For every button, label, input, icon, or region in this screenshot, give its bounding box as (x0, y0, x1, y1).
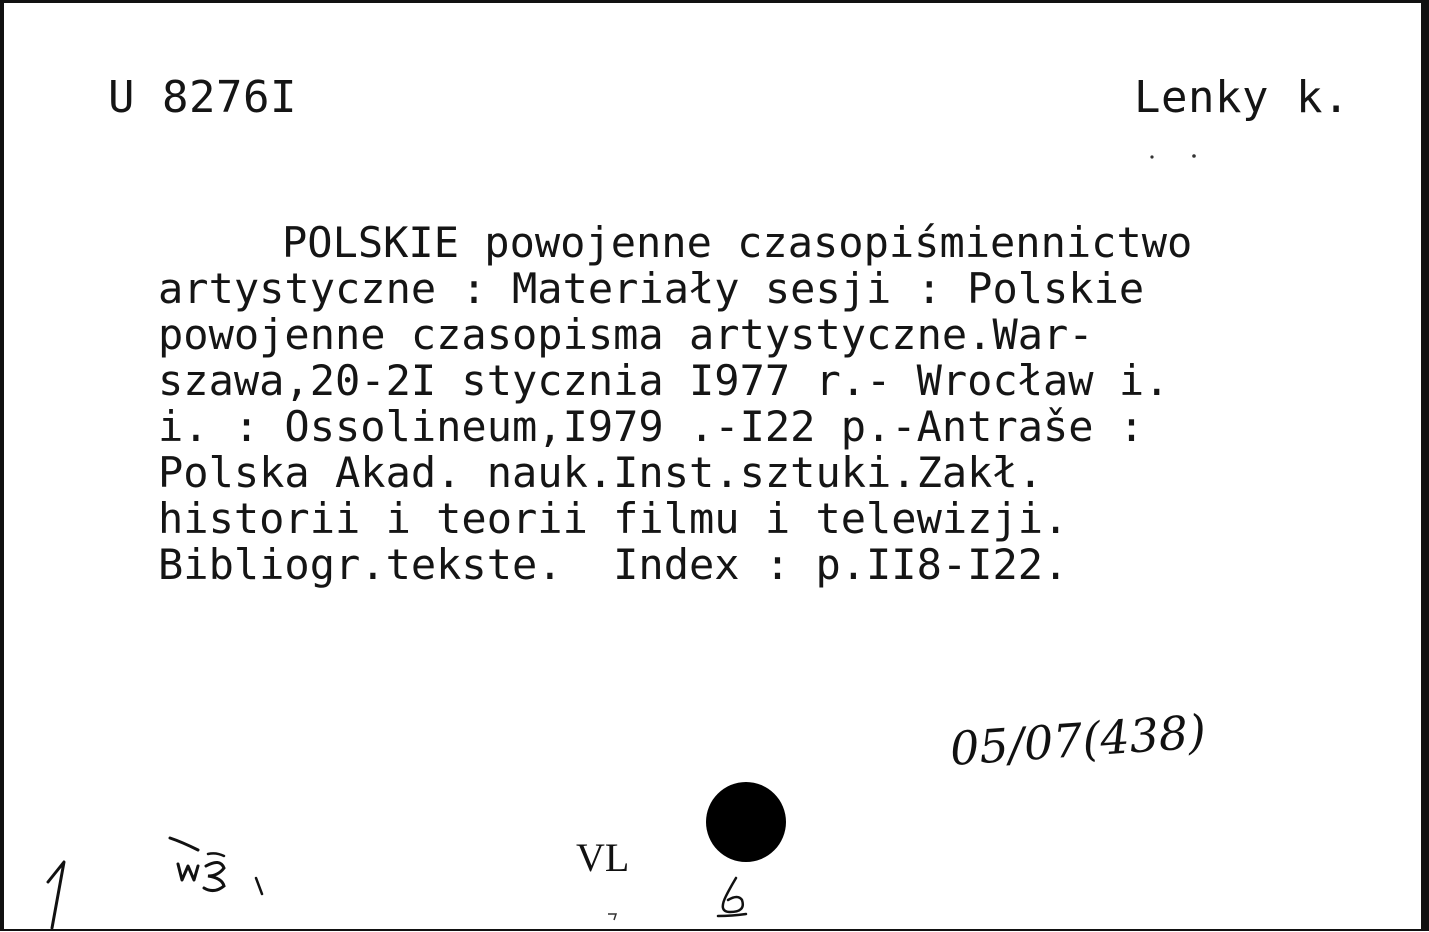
shelfmark: U 8276I (108, 72, 297, 123)
handwritten-call-number: 05/07(438) (948, 704, 1208, 776)
description-line: powojenne czasopisma artystyczne.War- (158, 310, 1094, 359)
punch-hole (706, 782, 786, 862)
description-line: Polska Akad. nauk.Inst.sztuki.Zakł. (158, 448, 1044, 497)
description-line: szawa,20-2I stycznia I977 r.- Wrocław i. (158, 356, 1170, 405)
description-line: artystyczne : Materiały sesji : Polskie (158, 264, 1145, 313)
description-line: historii i teorii filmu i telewizji. (158, 494, 1069, 543)
bibliographic-description (158, 220, 1388, 588)
author-heading: Lenky k. (1134, 72, 1350, 123)
description-line: i. : Ossolineum,I979 .-I22 p.-Antraše : (158, 402, 1145, 451)
description-line: Bibliogr.tekste. Index : p.II8-I22. (158, 540, 1069, 589)
stray-dots (1148, 152, 1208, 162)
description-line: POLSKIE powojenne czasopiśmiennictwo (282, 218, 1193, 267)
vl-stamp: VL (576, 835, 630, 880)
